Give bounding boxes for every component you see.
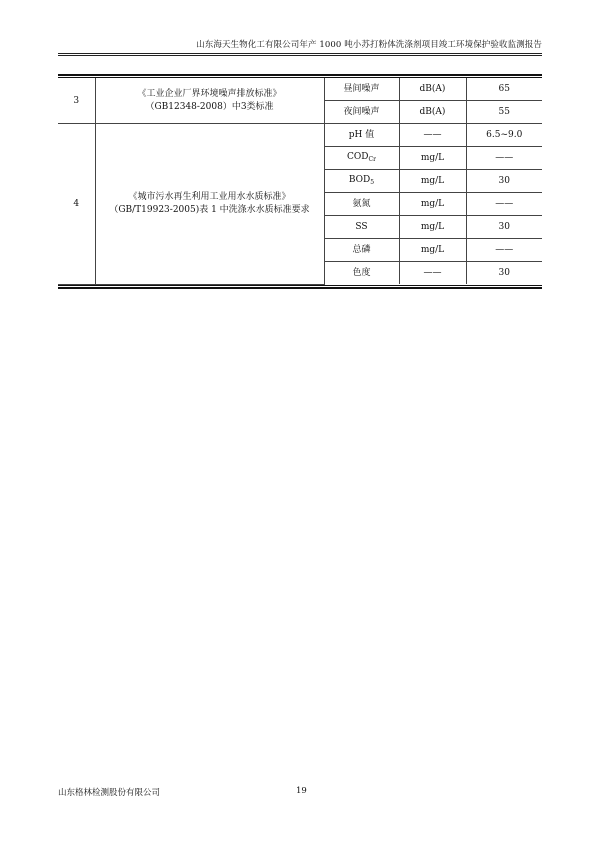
standard-name-line2: （GB12348-2008）中3类标准 <box>145 101 274 112</box>
item-limit: 65 <box>466 78 542 101</box>
standards-table-container <box>58 74 542 289</box>
item-limit: 55 <box>466 101 542 124</box>
page-number: 19 <box>296 786 307 796</box>
item-name-main: COD <box>347 151 369 162</box>
item-unit: —— <box>399 262 466 285</box>
item-name: SS <box>324 216 399 239</box>
item-name: 夜间噪声 <box>324 101 399 124</box>
standard-name-line1: 《工业企业厂界环境噪声排放标准》 <box>137 88 282 99</box>
item-name-main: BOD <box>348 174 371 185</box>
item-limit: 30 <box>466 170 542 193</box>
standards-table <box>58 78 542 285</box>
standard-name <box>95 78 324 124</box>
item-unit: mg/L <box>399 193 466 216</box>
item-name: 总磷 <box>324 239 399 262</box>
standard-name <box>95 124 324 285</box>
item-name <box>324 170 399 193</box>
item-name-subscript: Cr <box>368 155 376 163</box>
item-name: 氨氮 <box>324 193 399 216</box>
item-limit: 30 <box>466 262 542 285</box>
item-limit: —— <box>466 239 542 262</box>
item-unit: mg/L <box>399 170 466 193</box>
item-limit: —— <box>466 147 542 170</box>
row-number: 4 <box>58 124 95 285</box>
item-unit: mg/L <box>399 239 466 262</box>
item-unit: mg/L <box>399 147 466 170</box>
item-name: 色度 <box>324 262 399 285</box>
standard-name-line1: 《城市污水再生利用工业用水水质标准》 <box>128 191 291 202</box>
item-name: 昼间噪声 <box>324 78 399 101</box>
item-name-subscript: 5 <box>370 178 375 186</box>
standard-name-line2: （GB/T19923-2005)表 1 中洗涤水水质标准要求 <box>109 204 310 215</box>
item-unit: mg/L <box>399 216 466 239</box>
item-unit: dB(A) <box>399 78 466 101</box>
item-name: pH 值 <box>324 124 399 147</box>
row-number: 3 <box>58 78 95 124</box>
header-rule-bottom <box>58 55 542 56</box>
report-header-title: 山东海天生物化工有限公司年产 1000 吨小苏打粉体洗涤剂项目竣工环境保护验收监测报告 <box>196 40 542 50</box>
table-row <box>58 124 542 147</box>
item-limit: —— <box>466 193 542 216</box>
item-unit: —— <box>399 124 466 147</box>
table-row <box>58 78 542 101</box>
item-limit: 6.5~9.0 <box>466 124 542 147</box>
footer-company: 山东格林检测股份有限公司 <box>58 788 161 798</box>
header-rule-top <box>58 53 542 54</box>
item-limit: 30 <box>466 216 542 239</box>
table-bottom-rule <box>58 287 542 289</box>
item-unit: dB(A) <box>399 101 466 124</box>
item-name <box>324 147 399 170</box>
